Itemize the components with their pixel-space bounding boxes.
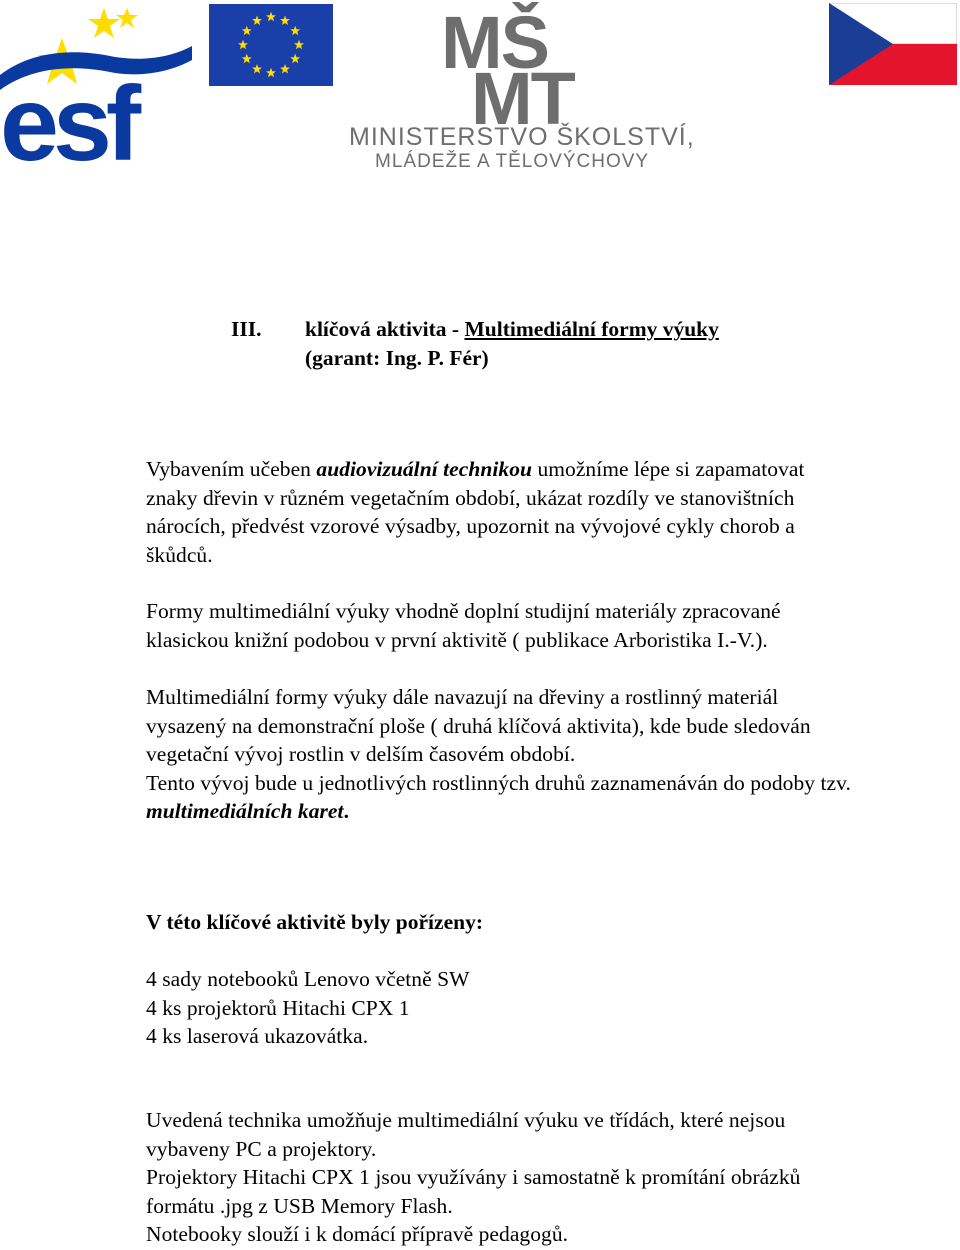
paragraph-line: škůdců. (146, 542, 213, 567)
paragraph-line: vegetační vývoj rostlin v delším časovém období. (146, 742, 576, 767)
eu-flag (209, 4, 333, 86)
list-item: 4 ks laserová ukazovátka. (146, 1024, 369, 1049)
paragraph-line (146, 797, 851, 826)
paragraph-line: klasickou knižní podobou v první aktivitě ( publikace Arboristika I.-V.). (146, 627, 768, 652)
list-item: 4 ks projektorů Hitachi CPX 1 (146, 995, 410, 1020)
paragraph-line: Tento vývoj bude u jednotlivých rostlinných druhů zaznamenáván do podoby tzv. (146, 770, 851, 795)
section-number: III. (231, 317, 262, 341)
paragraph-line: Uvedená technika umožňuje multimediální výuku ve třídách, které nejsou (146, 1108, 786, 1132)
esf-star-small (116, 8, 138, 28)
paragraph-line: Multimediální formy výuky dále navazují na dřeviny a rostlinný materiál (146, 685, 779, 709)
esf-logo (0, 0, 192, 165)
list-item: 4 sady notebooků Lenovo včetně SW (146, 967, 470, 991)
paragraph-line: znaky dřevin v různém vegetačním období, ukázat rozdíly ve stanovištních (146, 485, 795, 510)
text-run-emphasis: multimediálních karet (146, 799, 344, 824)
ministry-name-line1: MINISTERSTVO ŠKOLSTVÍ, (349, 123, 695, 151)
paragraph-line: vysazený na demonstrační ploše ( druhá klíčová aktivita), kde bude sledován (146, 713, 811, 738)
paragraph-usage (146, 1106, 800, 1249)
paragraph-multimedia-cards (146, 683, 851, 826)
msmt-mark-bottom: MT (471, 57, 574, 140)
text-run: umožníme lépe si zapamatovat (532, 457, 805, 481)
section-title (305, 314, 719, 344)
paragraph-line: formátu .jpg z USB Memory Flash. (146, 1193, 453, 1218)
text-run: Vybavením učeben (146, 457, 317, 481)
esf-logo-text: esf (0, 65, 136, 165)
paragraph-line: Projektory Hitachi CPX 1 jsou využívány i samostatně k promítání obrázků (146, 1165, 801, 1190)
paragraph-line (146, 455, 805, 484)
paragraph-line: nárocích, předvést vzorové výsadby, upozornit na vývojové cykly chorob a (146, 514, 795, 539)
msmt-mark-top: MŠ (441, 2, 548, 84)
paragraph-study-materials (146, 597, 781, 654)
section-title-prefix: klíčová aktivita - (305, 317, 465, 341)
paragraph-equipment-intro (146, 455, 805, 569)
paragraph-line: Formy multimediální výuky vhodně doplní studijní materiály zpracované (146, 599, 781, 623)
purchases-list (146, 965, 469, 1051)
text-run: . (343, 799, 349, 824)
paragraph-line: Notebooky slouží i k domácí přípravě pedagogů. (146, 1222, 569, 1247)
section-guarantor: (garant: Ing. P. Fér) (305, 346, 489, 370)
text-run-emphasis: audiovizuální technikou (316, 457, 533, 481)
purchases-heading: V této klíčové aktivitě byly pořízeny: (146, 910, 483, 934)
msmt-logo (345, 2, 705, 174)
paragraph-line: vybaveny PC a projektory. (146, 1136, 377, 1161)
ministry-name-line2: MLÁDEŽE A TĚLOVÝCHOVY (375, 151, 650, 172)
esf-star-medium (88, 8, 120, 38)
section-title-underlined: Multimediální formy výuky (464, 317, 719, 341)
czech-flag (829, 3, 957, 85)
